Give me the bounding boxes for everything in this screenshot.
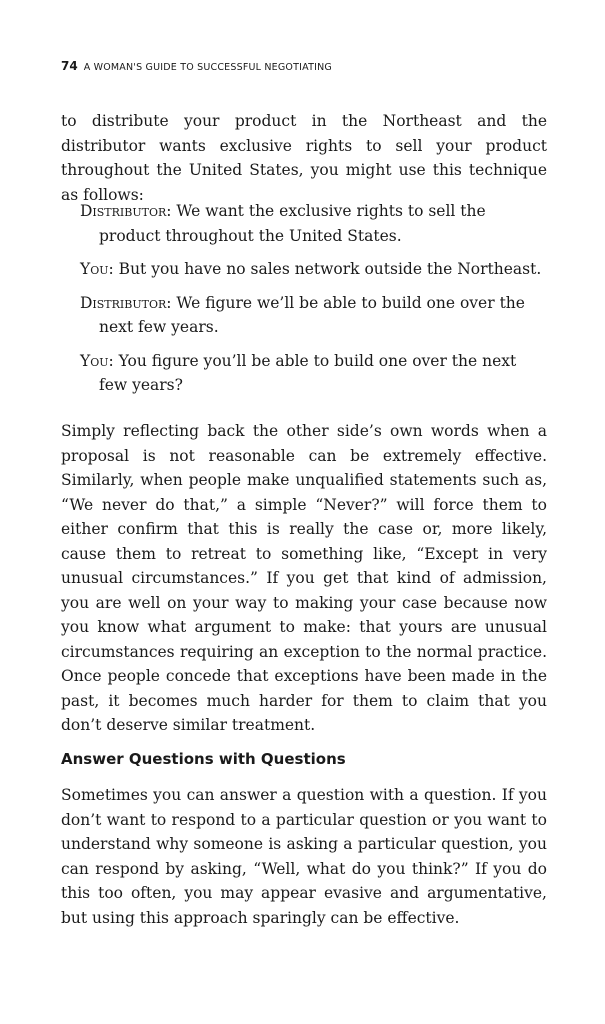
page-number: 74 [61, 59, 78, 73]
dialogue-line [80, 199, 547, 248]
dialogue-text: But you have no sales network outside the Northeast. [113, 260, 542, 278]
dialogue-speaker: You: [80, 260, 114, 278]
dialogue-block [80, 199, 547, 407]
running-head [61, 55, 332, 74]
dialogue-line [80, 291, 547, 340]
intro-paragraph: to distribute your product in the Northeast and the distributor wants exclusive rights to sell your product throughout the United States, you might use this technique as follows: [61, 112, 547, 204]
dialogue-line [80, 349, 547, 398]
book-title: A WOMAN'S GUIDE TO SUCCESSFUL NEGOTIATING [83, 62, 332, 73]
reflection-paragraph: Simply reflecting back the other side’s own words when a proposal is not reasonable can be extremely effective. Similarly, when people make unqualified statements such as, “We never do that,” a simple “Never?” will force them to either confirm that this is really the case or, more likely, cause them to retreat to something like, “Except in very unusual circumstances.” If you get that kind of admission, you are well on your way to making your case because now you know what argument to make: that yours are unusual circumstances requiring an exception to the normal practice. Once people concede that exceptions have been made in the past, it becomes much harder for them to claim that you don’t deserve similar treatment. [61, 422, 547, 734]
dialogue-line [80, 257, 547, 282]
dialogue-speaker: You: [80, 351, 114, 370]
dialogue-speaker: Distributor: [80, 202, 172, 220]
section-paragraph: Sometimes you can answer a question with a question. If you don’t want to respond to a particular question or you want to understand why someone is asking a particular question, you can respond by asking, “Well, what do you think?” If you do this too often, you may appear evasive and argumentative, but using this approach sparingly can be effective. [61, 786, 547, 927]
dialogue-speaker: Distributor: [80, 293, 172, 312]
dialogue-text: You figure you’ll be able to build one over the next few years? [99, 351, 517, 394]
dialogue-text: We want the exclusive rights to sell the product throughout the United States. [99, 202, 486, 245]
section-heading: Answer Questions with Questions [61, 750, 346, 768]
dialogue-text: We figure we’ll be able to build one over the next few years. [99, 293, 525, 336]
